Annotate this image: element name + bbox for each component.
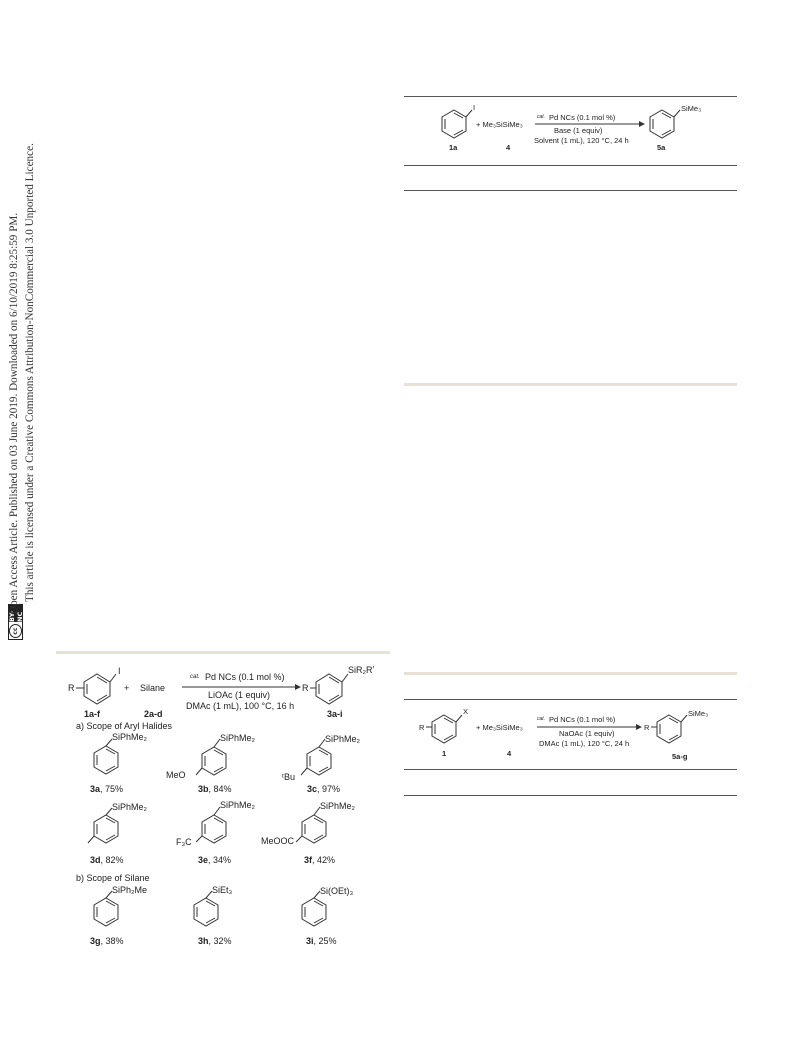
benzene-ring-3a-i bbox=[316, 674, 348, 704]
yield-3a: 3a, 75% bbox=[90, 784, 124, 794]
r-group: R bbox=[419, 723, 425, 732]
yield-3b: 3b, 84% bbox=[198, 784, 232, 794]
label-4: 4 bbox=[506, 143, 511, 152]
benzene-3i bbox=[302, 891, 326, 926]
yield-3g: 3g, 38% bbox=[90, 936, 124, 946]
benzene-3h bbox=[194, 891, 218, 926]
plus-sign: + bbox=[124, 683, 130, 693]
benzene-3e bbox=[196, 807, 226, 843]
yield-3d: 3d, 82% bbox=[90, 855, 124, 865]
table2-top-rule bbox=[404, 699, 737, 700]
benzene-3d bbox=[88, 808, 118, 843]
section-b-title: b) Scope of Silane bbox=[76, 873, 150, 883]
table-top-rule bbox=[404, 96, 737, 97]
label-2a-d: 2a-d bbox=[144, 709, 163, 719]
benzene-3b bbox=[196, 739, 226, 775]
product-substituent: SiMe₃ bbox=[681, 104, 702, 113]
disilane-reagent: + Me₃SiSiMe₃ bbox=[476, 120, 523, 129]
table-row-rule bbox=[404, 190, 737, 191]
condition-solvent-left: DMAc (1 mL), 100 °C, 16 h bbox=[186, 701, 295, 711]
svg-text:cat.: cat. bbox=[537, 114, 546, 120]
label-1a-f: 1a-f bbox=[84, 709, 101, 719]
table2-row-rule bbox=[404, 795, 737, 796]
label-1a: 1a bbox=[449, 143, 458, 152]
svg-text:cat.: cat. bbox=[537, 716, 546, 722]
section-divider bbox=[404, 383, 737, 386]
reaction-scheme-top bbox=[404, 100, 737, 162]
tbutyl-3c: ᵗBu bbox=[282, 772, 295, 782]
substituent-3f: SiPhMe₂ bbox=[320, 801, 356, 811]
halide-x: X bbox=[463, 707, 469, 716]
cf3-3e: F₃C bbox=[176, 837, 192, 847]
product-substituent-2: SiMe₃ bbox=[688, 709, 709, 718]
product-substituent-left: SiR₂Rʼ bbox=[348, 665, 375, 675]
label-1: 1 bbox=[442, 749, 447, 758]
condition-solvent-2: DMAc (1 mL), 120 °C, 24 h bbox=[539, 739, 630, 748]
license-banner bbox=[6, 120, 40, 640]
r-group-left: R bbox=[68, 683, 75, 693]
substituent-3a: SiPhMe₂ bbox=[112, 732, 148, 742]
substituent-3c: SiPhMe₂ bbox=[325, 734, 361, 744]
table-header-rule bbox=[404, 165, 737, 166]
benzene-3g bbox=[94, 891, 118, 926]
substituent-3e: SiPhMe₂ bbox=[220, 800, 256, 810]
disilane-reagent-2: + Me₃SiSiMe₃ bbox=[476, 723, 523, 732]
benzene-ring-1a bbox=[442, 110, 472, 138]
product-r-group: R bbox=[644, 723, 650, 732]
license-notice[interactable]: This article is licensed under a Creative Commons Attribution-NonCommercial 3.0 Unported Licence. bbox=[24, 143, 36, 602]
substituent-3h: SiEt₃ bbox=[212, 885, 233, 895]
left-section-divider bbox=[56, 651, 390, 654]
substituent-3d: SiPhMe₂ bbox=[112, 802, 148, 812]
scope-scheme bbox=[56, 660, 390, 960]
benzene-3c bbox=[301, 739, 331, 775]
iodo-left: I bbox=[118, 666, 121, 676]
ester-3f: MeOOC bbox=[261, 836, 295, 846]
benzene-3f bbox=[296, 807, 326, 843]
benzene-ring-5a bbox=[650, 110, 680, 138]
condition-base: Base (1 equiv) bbox=[554, 126, 603, 135]
substituent-3i: Si(OEt)₃ bbox=[320, 886, 354, 896]
benzene-3a bbox=[94, 739, 118, 774]
methoxy-3b: MeO bbox=[166, 770, 186, 780]
label-4b: 4 bbox=[507, 749, 512, 758]
substituent-3b: SiPhMe₂ bbox=[220, 733, 256, 743]
cc-icon: cc bbox=[9, 624, 22, 638]
reaction-scheme-bottom bbox=[404, 703, 737, 765]
label-3a-i: 3a-i bbox=[327, 709, 343, 719]
section-divider-2 bbox=[404, 672, 737, 675]
svg-text:cat.: cat. bbox=[190, 674, 200, 680]
yield-3i: 3i, 25% bbox=[306, 936, 337, 946]
r-group-product: R bbox=[302, 683, 309, 693]
label-5a-g: 5a-g bbox=[672, 752, 688, 761]
benzene-ring-1a-f bbox=[84, 674, 116, 704]
condition-catalyst-2: Pd NCs (0.1 mol %) bbox=[549, 715, 616, 724]
condition-base-2: NaOAc (1 equiv) bbox=[559, 729, 615, 738]
condition-solvent: Solvent (1 mL), 120 °C, 24 h bbox=[534, 136, 629, 145]
yield-3h: 3h, 32% bbox=[198, 936, 232, 946]
label-5a: 5a bbox=[657, 143, 666, 152]
section-a-title: a) Scope of Aryl Halides bbox=[76, 721, 173, 731]
yield-3c: 3c, 97% bbox=[307, 784, 341, 794]
publication-notice: Open Access Article. Published on 03 June 2019. Downloaded on 6/10/2019 8:25:59 PM. bbox=[8, 212, 20, 614]
silane-label: Silane bbox=[140, 683, 166, 693]
table2-header-rule bbox=[404, 769, 737, 770]
iodo-label: I bbox=[473, 103, 476, 112]
yield-3f: 3f, 42% bbox=[304, 855, 336, 865]
substituent-3g: SiPh₂Me bbox=[112, 885, 148, 895]
condition-catalyst-left: Pd NCs (0.1 mol %) bbox=[205, 672, 285, 682]
yield-3e: 3e, 34% bbox=[198, 855, 232, 865]
benzene-ring-1 bbox=[432, 715, 462, 743]
condition-base-left: LiOAc (1 equiv) bbox=[208, 690, 271, 700]
benzene-ring-5 bbox=[657, 715, 687, 743]
by-nc-label: BY-NC bbox=[9, 605, 22, 622]
condition-catalyst: Pd NCs (0.1 mol %) bbox=[549, 113, 616, 122]
